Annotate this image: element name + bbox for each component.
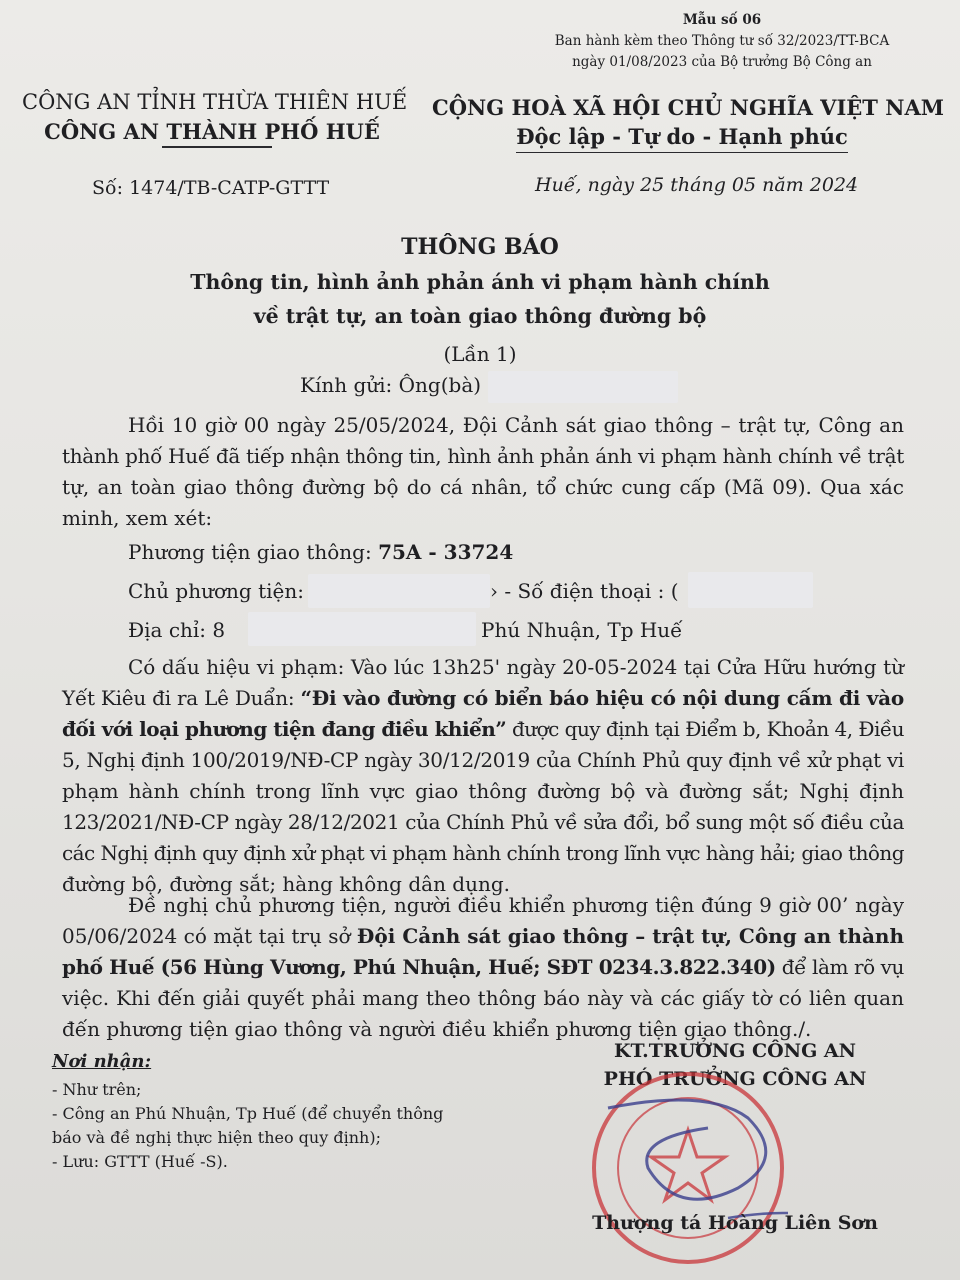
vehicle-plate: 75A - 33724 (378, 540, 514, 564)
violation-location: Yết Kiêu đi ra Lê Duẩn: (62, 686, 301, 710)
signer-name: Thượng tá Hoàng Liên Sơn (592, 1212, 878, 1234)
intro-line: tự, an toàn giao thông đường bộ do cá nhân, tổ chức cung cấp (Mã 09). Qua xác (62, 475, 904, 499)
document-subtitle-3: (Lần 1) (443, 342, 517, 366)
violation-line: đường bộ, đường sắt; hàng không dân dụng. (62, 872, 511, 896)
violation-line (62, 683, 904, 714)
recipient-label: Kính gửi: Ông(bà) (300, 373, 482, 397)
recipients-list (52, 1050, 443, 1174)
agency-name: CÔNG AN THÀNH PHỐ HUẾ (44, 119, 380, 144)
request-paragraph (62, 890, 904, 1045)
document-title: THÔNG BÁO (401, 234, 559, 260)
owner-label: Chủ phương tiện: (128, 579, 304, 603)
issuing-agency (22, 88, 408, 148)
request-line (62, 952, 904, 983)
vehicle-row (128, 540, 513, 564)
violation-line: 123/2021/NĐ-CP ngày 28/12/2021 của Chính Phủ về sửa đổi, bổ sung một số điều của (62, 810, 904, 834)
violation-offense-cont: đối với loại phương tiện đang điều khiển” (62, 717, 507, 741)
request-line: đến phương tiện giao thông và người điều khiển phương tiện giao thông./. (62, 1017, 812, 1041)
intro-line: thành phố Huế đã tiếp nhận thông tin, hình ảnh phản ánh vi phạm hành chính về trật (62, 444, 904, 468)
redacted-phone (688, 572, 813, 608)
intro-line: Hồi 10 giờ 00 ngày 25/05/2024, Đội Cảnh sát giao thông – trật tự, Công an (128, 413, 904, 437)
request-date: 05/06/2024 có mặt tại trụ sở (62, 924, 357, 948)
document-date: Huế, ngày 25 tháng 05 năm 2024 (535, 174, 859, 196)
violation-line: các Nghị định quy định xử phạt vi phạm hành chính trong lĩnh vực hàng hải; giao thông (62, 841, 904, 865)
request-line: Đề nghị chủ phương tiện, người điều khiển phương tiện đúng 9 giờ 00’ ngày (128, 893, 904, 917)
recipient-line (300, 373, 481, 397)
violation-line: 5, Nghị định 100/2019/NĐ-CP ngày 30/12/2019 của Chính Phủ quy định về xử phạt vi (62, 748, 905, 772)
recipients-heading: Nơi nhận: (52, 1051, 152, 1072)
address-tail: Phú Nhuận, Tp Huế (481, 618, 683, 642)
redacted-owner (308, 574, 490, 608)
document-number: Số: 1474/TB-CATP-GTTT (92, 177, 330, 199)
violation-line (62, 714, 904, 745)
national-header (432, 93, 944, 153)
request-line: việc. Khi đến giải quyết phải mang theo thông báo này và các giấy tờ có liên quan (62, 986, 904, 1010)
request-office: Đội Cảnh sát giao thông – trật tự, Công an thành (356, 924, 904, 948)
request-address: phố Huế (56 Hùng Vương, Phú Nhuận, Huế; SĐT 0234.3.822.340) (62, 955, 776, 979)
agency-parent: CÔNG AN TỈNH THỪA THIÊN HUẾ (22, 90, 408, 114)
form-issued-with: Ban hành kèm theo Thông tư số 32/2023/TT-BCA (554, 33, 890, 49)
violation-legal-ref: được quy định tại Điểm b, Khoản 4, Điều (506, 717, 904, 741)
redacted-address (248, 612, 476, 646)
violation-offense: “Đi vào đường có biển báo hiệu có nội dung cấm đi vào (300, 686, 904, 710)
national-motto: Độc lập - Tự do - Hạnh phúc (516, 122, 848, 153)
form-issued-date: ngày 01/08/2023 của Bộ trưởng Bộ Công an (572, 54, 872, 70)
request-line (62, 921, 904, 952)
signature-title-2: PHÓ TRƯỞNG CÔNG AN (603, 1068, 867, 1090)
recipient-item: - Như trên; (52, 1080, 142, 1099)
phone-label: › - Số điện thoại : ( (490, 579, 679, 603)
request-purpose: để làm rõ vụ (775, 955, 904, 979)
redacted-recipient (488, 371, 678, 403)
agency-underline (162, 146, 272, 148)
official-seal (588, 1068, 788, 1268)
intro-line: minh, xem xét: (62, 506, 213, 530)
signature-title-1: KT.TRƯỞNG CÔNG AN (613, 1040, 857, 1062)
recipient-item: báo và đề nghị thực hiện theo quy định); (52, 1128, 381, 1147)
document-subtitle-1: Thông tin, hình ảnh phản ánh vi phạm hành chính (190, 270, 770, 294)
recipient-item: - Lưu: GTTT (Huế -S). (52, 1152, 228, 1171)
document-subtitle-2: về trật tự, an toàn giao thông đường bộ (253, 304, 707, 328)
national-title: CỘNG HOÀ XÃ HỘI CHỦ NGHĨA VIỆT NAM (432, 95, 944, 120)
recipient-item: - Công an Phú Nhuận, Tp Huế (để chuyển thông (52, 1104, 444, 1123)
form-number: Mẫu số 06 (682, 12, 762, 28)
form-notice (542, 10, 902, 73)
violation-line: phạm hành chính trong lĩnh vực giao thông đường bộ và đường sắt; Nghị định (62, 779, 904, 803)
intro-paragraph (62, 410, 904, 534)
vehicle-label: Phương tiện giao thông: (128, 540, 379, 564)
address-label: Địa chỉ: 8 (128, 618, 226, 642)
violation-paragraph (62, 652, 904, 900)
violation-line: Có dấu hiệu vi phạm: Vào lúc 13h25' ngày 20-05-2024 tại Cửa Hữu hướng từ (128, 655, 904, 679)
